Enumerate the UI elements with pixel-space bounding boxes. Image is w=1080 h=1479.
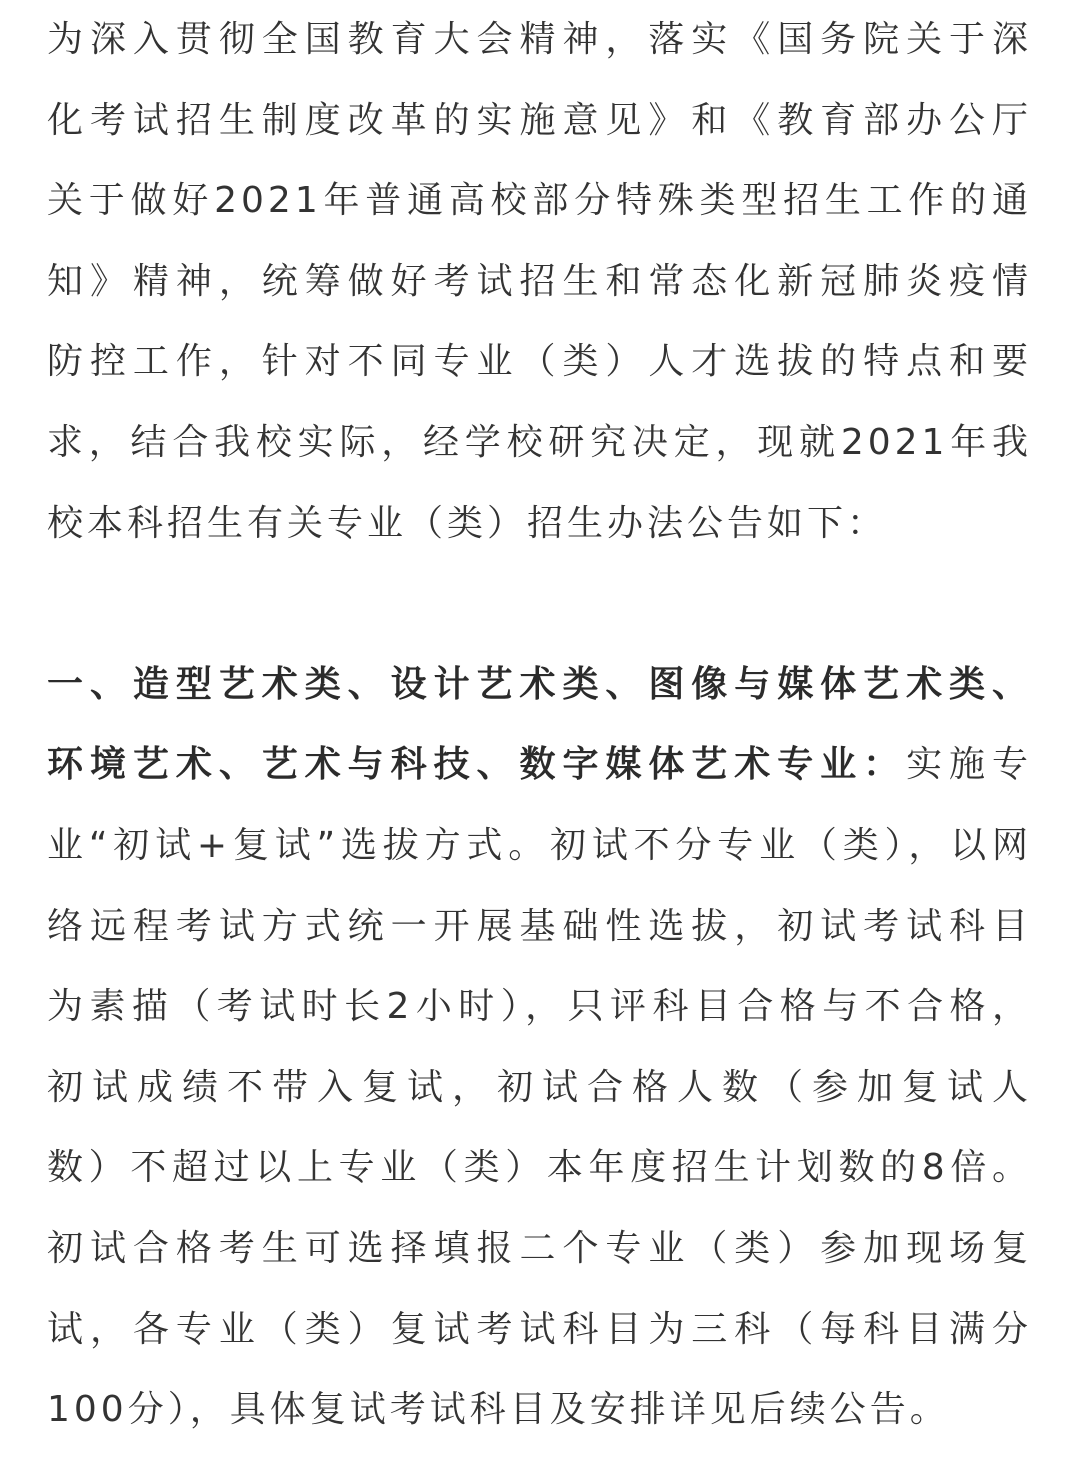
- section-heading-line-2: [47, 725, 1032, 806]
- paragraph-line: 初试成绩不带入复试，初试合格人数（参加复试人: [47, 1066, 1032, 1108]
- paragraph-line: 化考试招生制度改革的实施意见》和《教育部办公厅: [47, 99, 1032, 141]
- paragraph-line: 数）不超过以上专业（类）本年度招生计划数的8倍。: [47, 1147, 1032, 1189]
- section-heading-line: 一、造型艺术类、设计艺术类、图像与媒体艺术类、: [47, 663, 1032, 705]
- section-heading-bold: 环境艺术、艺术与科技、数字媒体艺术专业：: [47, 744, 907, 786]
- paragraph-line: 业“初试+复试”选拔方式。初试不分专业（类），以网: [47, 824, 1032, 866]
- paragraph-line: 试，各专业（类）复试考试科目为三科（每科目满分: [47, 1308, 1032, 1350]
- section-heading-rest: 实施专: [906, 744, 1032, 786]
- paragraph-line: 知》精神，统筹做好考试招生和常态化新冠肺炎疫情: [47, 260, 1032, 302]
- paragraph-line: 为素描（考试时长2小时），只评科目合格与不合格，: [47, 986, 1032, 1028]
- paragraph-line: 求，结合我校实际，经学校研究决定，现就2021年我: [47, 421, 1032, 463]
- paragraph-line: 校本科招生有关专业（类）招生办法公告如下：: [47, 502, 888, 544]
- section-one-paragraph: [47, 645, 1032, 1451]
- paragraph-line: 初试合格考生可选择填报二个专业（类）参加现场复: [47, 1227, 1032, 1269]
- paragraph-line: 关于做好2021年普通高校部分特殊类型招生工作的通: [47, 180, 1032, 222]
- paragraph-line: 防控工作，针对不同专业（类）人才选拔的特点和要: [47, 341, 1032, 383]
- paragraph-line: 100分），具体复试考试科目及安排详见后续公告。: [47, 1389, 950, 1431]
- paragraph-line: 为深入贯彻全国教育大会精神，落实《国务院关于深: [47, 19, 1032, 60]
- paragraph-spacer: [47, 564, 1032, 645]
- article-body: [47, 0, 1032, 1451]
- intro-paragraph: [47, 0, 1032, 564]
- paragraph-line: 络远程考试方式统一开展基础性选拔，初试考试科目: [47, 905, 1032, 947]
